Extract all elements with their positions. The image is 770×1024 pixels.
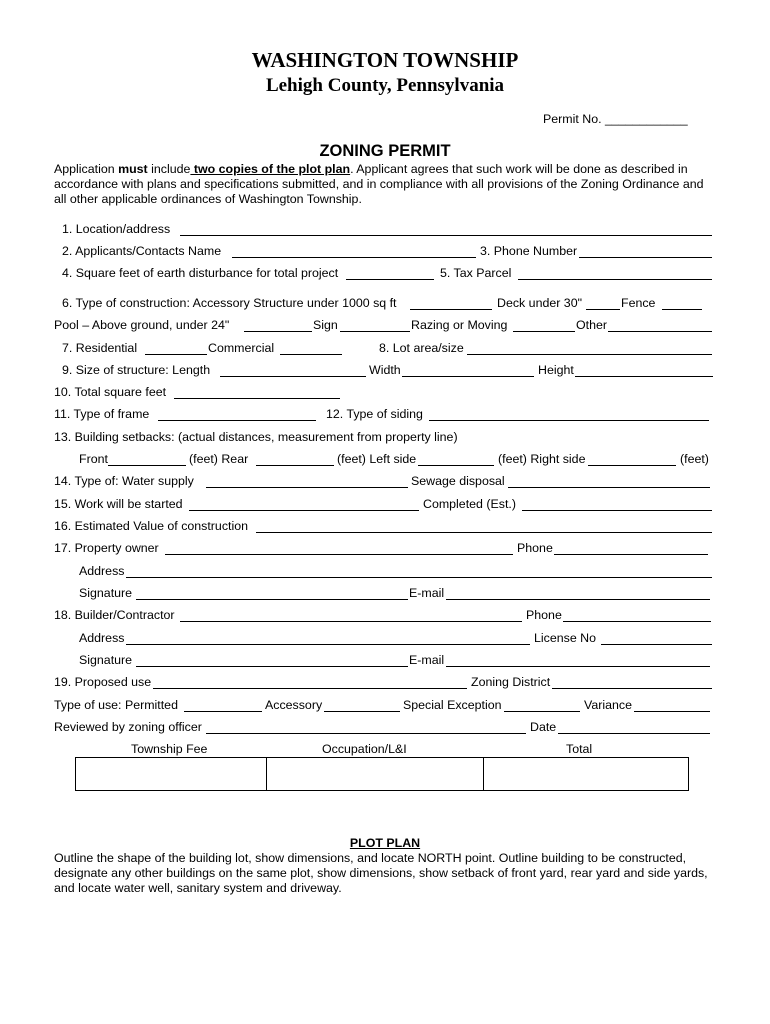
owner-phone-input[interactable] [554,541,708,555]
sign-input[interactable] [340,318,410,332]
row-owner-address [0,564,770,580]
builder-address-input[interactable] [126,631,530,645]
occupation-header: Occupation/L&I [322,742,407,756]
reviewed-input[interactable] [206,720,526,734]
builder-signature-input[interactable] [136,653,408,667]
permitted-label: Type of use: Permitted [54,698,178,712]
earth-disturbance-label: 4. Square feet of earth disturbance for total project [62,266,339,280]
earth-disturbance-input[interactable] [346,266,434,280]
row-property-owner [0,541,770,557]
owner-email-label: E-mail [409,586,445,600]
builder-signature-label: Signature [79,653,133,667]
owner-address-label: Address [79,564,125,578]
special-exception-label: Special Exception [403,698,502,712]
row-setback-distances [0,452,770,468]
applicant-name-label: 2. Applicants/Contacts Name [62,244,222,258]
rear-input[interactable] [256,452,334,466]
fence-label: Fence [621,296,656,310]
builder-email-input[interactable] [446,653,710,667]
license-input[interactable] [601,631,712,645]
zoning-district-input[interactable] [552,675,712,689]
height-label: Height [538,363,574,377]
right-side-input[interactable] [588,452,676,466]
row-builder [0,608,770,624]
date-input[interactable] [558,720,710,734]
property-owner-input[interactable] [165,541,513,555]
row-builder-address [0,631,770,647]
frame-label: 11. Type of frame [54,407,150,421]
property-owner-label: 17. Property owner [54,541,159,555]
row-structure-size [0,363,770,379]
siding-input[interactable] [429,407,709,421]
proposed-use-label: 19. Proposed use [54,675,152,689]
front-label: Front [79,452,108,466]
pool-input[interactable] [244,318,312,332]
row-total-square-feet [0,385,770,401]
builder-address-label: Address [79,631,125,645]
date-label: Date [530,720,557,734]
applicant-name-input[interactable] [232,244,476,258]
deck-input[interactable] [586,296,620,310]
estimated-value-input[interactable] [256,519,712,533]
license-label: License No [534,631,596,645]
permitted-input[interactable] [184,698,262,712]
fee-table-divider [266,758,267,790]
row-reviewed [0,720,770,736]
feet-unit-label: (feet) [680,452,709,466]
estimated-value-label: 16. Estimated Value of construction [54,519,248,533]
reviewed-label: Reviewed by zoning officer [54,720,202,734]
razing-input[interactable] [513,318,575,332]
builder-phone-label: Phone [526,608,562,622]
phone-number-input[interactable] [579,244,712,258]
zoning-district-label: Zoning District [471,675,551,689]
width-label: Width [369,363,401,377]
width-input[interactable] [402,363,534,377]
sign-label: Sign [313,318,338,332]
total-header: Total [566,742,593,756]
fee-table [75,757,689,791]
length-input[interactable] [220,363,366,377]
total-square-feet-label: 10. Total square feet [54,385,167,399]
residential-input[interactable] [145,341,207,355]
frame-input[interactable] [158,407,316,421]
row-proposed-use [0,675,770,691]
row-earth-disturbance [0,266,770,282]
row-work-dates [0,497,770,513]
row-applicant [0,244,770,260]
commercial-input[interactable] [280,341,342,355]
fee-table-header [0,742,770,758]
left-side-label: (feet) Left side [337,452,417,466]
plot-plan-instructions: Outline the shape of the building lot, show dimensions, and locate NORTH point. Outline building to be constructed, designate any other buildings on the same plot, show dimensions, show setback of front yard, rear yard and side yards, and locate water well, sanitary system and driveway. [54,851,708,895]
variance-input[interactable] [634,698,710,712]
builder-input[interactable] [180,608,522,622]
front-input[interactable] [108,452,186,466]
phone-number-label: 3. Phone Number [480,244,578,258]
commercial-label: Commercial [208,341,275,355]
builder-label: 18. Builder/Contractor [54,608,175,622]
right-side-label: (feet) Right side [498,452,586,466]
row-builder-signature [0,653,770,669]
row-construction-type [0,296,770,312]
total-square-feet-input[interactable] [174,385,340,399]
tax-parcel-input[interactable] [518,266,712,280]
owner-address-input[interactable] [126,564,712,578]
row-type-of-use [0,698,770,714]
fence-input[interactable] [662,296,702,310]
fee-table-divider [483,758,484,790]
owner-signature-input[interactable] [136,586,408,600]
county-subtitle: Lehigh County, Pennsylvania [265,75,505,96]
water-supply-label: 14. Type of: Water supply [54,474,194,488]
row-pool [0,318,770,334]
accessory-label: Accessory [265,698,323,712]
razing-label: Razing or Moving [411,318,508,332]
rear-label: (feet) Rear [189,452,249,466]
completed-input[interactable] [522,497,712,511]
intro-paragraph: Application must include two copies of the plot plan. Applicant agrees that such work will be done as described in accordance with plans and specifications submitted, and in compliance with all provisions of the Zoning Ordinance and all other applicable ordinances of Washington Township. [54,162,704,206]
row-water-sewage [0,474,770,490]
residential-label: 7. Residential [62,341,138,355]
township-title: WASHINGTON TOWNSHIP [251,48,519,72]
length-label: 9. Size of structure: Length [62,363,211,377]
deck-label: Deck under 30" [497,296,582,310]
builder-phone-input[interactable] [563,608,711,622]
completed-label: Completed (Est.) [423,497,516,511]
row-setbacks [0,430,770,446]
left-side-input[interactable] [418,452,494,466]
row-location [0,222,770,238]
row-estimated-value [0,519,770,535]
sewage-label: Sewage disposal [411,474,505,488]
form-title: ZONING PERMIT [319,142,451,160]
owner-phone-label: Phone [517,541,553,555]
plot-plan-title: PLOT PLAN [349,836,421,850]
proposed-use-input[interactable] [153,675,467,689]
siding-label: 12. Type of siding [326,407,423,421]
setbacks-label: 13. Building setbacks: (actual distances, measurement from property line) [54,430,458,444]
location-label: 1. Location/address [62,222,171,236]
variance-label: Variance [584,698,632,712]
tax-parcel-label: 5. Tax Parcel [440,266,512,280]
location-input[interactable] [180,222,712,236]
water-supply-input[interactable] [206,474,408,488]
other-input[interactable] [608,318,712,332]
work-started-input[interactable] [189,497,419,511]
owner-signature-label: Signature [79,586,133,600]
row-owner-signature [0,586,770,602]
row-frame-siding [0,407,770,423]
sewage-input[interactable] [508,474,710,488]
accessory-input[interactable] [324,698,400,712]
permit-number-field[interactable]: Permit No. ____________ [543,112,688,126]
special-exception-input[interactable] [504,698,580,712]
lot-area-input[interactable] [467,341,712,355]
work-started-label: 15. Work will be started [54,497,183,511]
owner-email-input[interactable] [446,586,710,600]
township-fee-header: Township Fee [131,742,208,756]
accessory-structure-label: 6. Type of construction: Accessory Structure under 1000 sq ft [62,296,397,310]
row-residential [0,341,770,357]
lot-area-label: 8. Lot area/size [379,341,464,355]
builder-email-label: E-mail [409,653,445,667]
pool-label: Pool – Above ground, under 24" [54,318,230,332]
height-input[interactable] [575,363,713,377]
other-label: Other [576,318,607,332]
accessory-structure-input[interactable] [410,296,492,310]
